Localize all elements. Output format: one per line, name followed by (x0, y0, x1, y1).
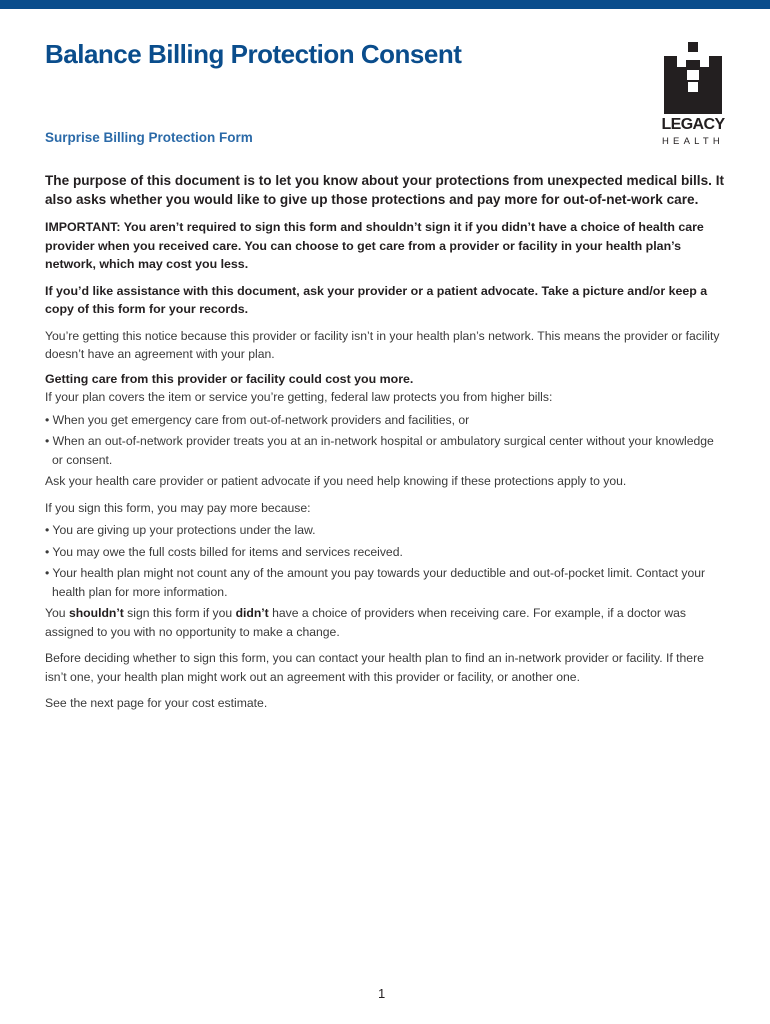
shouldnt-middle: sign this form if you (123, 606, 236, 620)
ask-help-paragraph: Ask your health care provider or patient advocate if you need help knowing if these protections apply to you. (45, 474, 627, 488)
document-subtitle: Surprise Billing Protection Form (45, 130, 253, 145)
top-accent-bar (0, 0, 770, 9)
shouldnt-prefix: You (45, 606, 69, 620)
list-item: • When you get emergency care from out-of-network providers and facilities, or (45, 412, 470, 427)
page-number: 1 (378, 986, 386, 1001)
assistance-paragraph: If you’d like assistance with this document, ask your provider or a patient advocate. Take a picture and/or keep a copy of this form for your records. (45, 283, 708, 316)
legacy-health-logo (660, 42, 730, 150)
intro-paragraph: The purpose of this document is to let you know about your protections from unexpected medical bills. It also asks whether you would like to give up those protections and pay more for out-of-net-work care. (45, 173, 725, 207)
cost-intro: If your plan covers the item or service you’re getting, federal law protects you from higher bills: (45, 390, 553, 404)
logo-wordmark: LEGACY (661, 116, 725, 133)
document-body (45, 171, 725, 713)
list-item: • Your health plan might not count any of the amount you pay towards your deductible and out-of-pocket limit. Contact your health plan for more information. (45, 566, 706, 599)
notice-paragraph: You’re getting this notice because this provider or facility isn’t in your health plan’s network. This means the provider or facility doesn’t have an agreement with your plan. (45, 328, 720, 361)
sign-intro: If you sign this form, you may pay more because: (45, 500, 311, 515)
next-page-note: See the next page for your cost estimate. (45, 696, 268, 710)
before-deciding-paragraph: Before deciding whether to sign this form, you can contact your health plan to find an in-network provider or facility. If there isn’t one, your health plan might work out an agreement with this provider or facility, or another one. (45, 651, 704, 684)
didnt-emphasis: didn’t (235, 606, 269, 620)
list-item: • You may owe the full costs billed for items and services received. (45, 544, 403, 559)
legacy-logo-mark-icon (660, 42, 726, 114)
shouldnt-sign-paragraph (45, 604, 725, 641)
list-item: • You are giving up your protections under the law. (45, 523, 316, 537)
logo-subwordmark: HEALTH (662, 136, 724, 147)
document-title: Balance Billing Protection Consent (45, 39, 462, 69)
list-item: • When an out-of-network provider treats you at an in-network hospital or ambulatory surgical center without your knowledge or consent. (45, 434, 714, 467)
shouldnt-suffix: have a choice of providers when receiving care. For example, if a doctor was assigned to you with no opportunity to make a change. (45, 606, 687, 639)
shouldnt-emphasis: shouldn’t (68, 606, 124, 620)
important-paragraph: IMPORTANT: You aren’t required to sign this form and shouldn’t sign it if you didn’t have a choice of health care provider when you received care. You can choose to get care from a provider or facility in your health plan’s network, which may cost you less. (45, 220, 704, 271)
cost-heading: Getting care from this provider or facility could cost you more. (45, 371, 414, 386)
